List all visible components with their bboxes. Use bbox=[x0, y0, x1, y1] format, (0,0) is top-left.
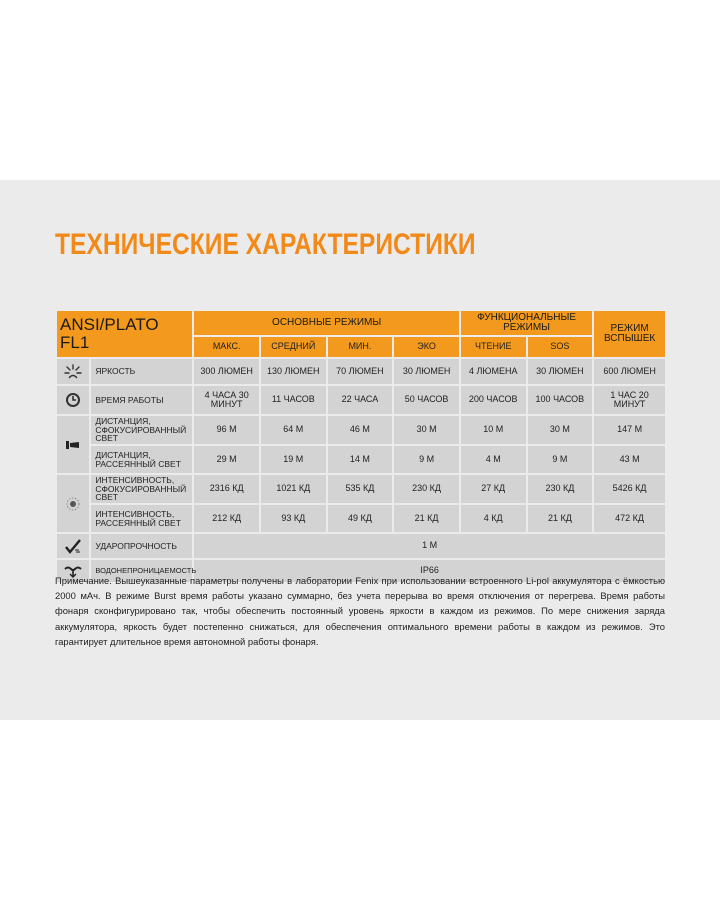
row-distance-diffused bbox=[57, 446, 665, 473]
cell-value: 230 КД bbox=[394, 475, 459, 503]
cell-value: 22 ЧАСА bbox=[328, 386, 393, 414]
cell-value: 29 М bbox=[194, 446, 259, 473]
cell-value: 4 КД bbox=[461, 505, 526, 532]
row-label: ДИСТАНЦИЯ, РАССЕЯННЫЙ СВЕТ bbox=[91, 446, 192, 473]
cell-value: 1 ЧАС 20 МИНУТ bbox=[594, 386, 665, 414]
cell-value: 4 ЧАСА 30 МИНУТ bbox=[194, 386, 259, 414]
cell-value: 11 ЧАСОВ bbox=[261, 386, 326, 414]
cell-value: 9 М bbox=[394, 446, 459, 473]
mode-max: МАКС. bbox=[194, 337, 259, 357]
row-intensity-focused bbox=[57, 475, 665, 503]
cell-value: 10 М bbox=[461, 416, 526, 444]
row-distance-focused bbox=[57, 416, 665, 444]
mode-sos: SOS bbox=[528, 337, 593, 357]
cell-value: 1021 КД bbox=[261, 475, 326, 503]
cell-value: 9 М bbox=[528, 446, 593, 473]
row-runtime bbox=[57, 386, 665, 414]
cell-value: 64 М bbox=[261, 416, 326, 444]
row-label: ДИСТАНЦИЯ, СФОКУСИРОВАННЫЙ СВЕТ bbox=[91, 416, 192, 444]
cell-value: 5426 КД bbox=[594, 475, 665, 503]
cell-value: 130 ЛЮМЕН bbox=[261, 359, 326, 384]
cell-value: 1 М bbox=[194, 534, 665, 558]
cell-value: 4 М bbox=[461, 446, 526, 473]
cell-value: 93 КД bbox=[261, 505, 326, 532]
mode-min: МИН. bbox=[328, 337, 393, 357]
model-name: ANSI/PLATO FL1 bbox=[57, 311, 192, 357]
cell-value: 4 ЛЮМЕНА bbox=[461, 359, 526, 384]
cell-value: IP66 bbox=[194, 560, 665, 582]
clock-icon bbox=[57, 386, 89, 414]
mode-medium: СРЕДНИЙ bbox=[261, 337, 326, 357]
mode-reading: ЧТЕНИЕ bbox=[461, 337, 526, 357]
row-impact bbox=[57, 534, 665, 558]
impact-icon bbox=[57, 534, 89, 558]
row-label: ИНТЕНСИВНОСТЬ, РАССЕЯННЫЙ СВЕТ bbox=[91, 505, 192, 532]
page-title: ТЕХНИЧЕСКИЕ ХАРАКТЕРИСТИКИ bbox=[55, 228, 476, 261]
cell-value: 147 М bbox=[594, 416, 665, 444]
cell-value: 600 ЛЮМЕН bbox=[594, 359, 665, 384]
cell-value: 27 КД bbox=[461, 475, 526, 503]
brightness-icon bbox=[57, 359, 89, 384]
cell-value: 212 КД bbox=[194, 505, 259, 532]
row-label: ВРЕМЯ РАБОТЫ bbox=[91, 386, 192, 414]
row-label: УДАРОПРОЧНОСТЬ bbox=[91, 534, 192, 558]
cell-value: 472 КД bbox=[594, 505, 665, 532]
spec-table bbox=[55, 309, 667, 584]
row-intensity-diffused bbox=[57, 505, 665, 532]
intensity-icon bbox=[57, 475, 89, 532]
cell-value: 14 М bbox=[328, 446, 393, 473]
group-functional-modes: ФУНКЦИОНАЛЬНЫЕ РЕЖИМЫ bbox=[461, 311, 592, 335]
cell-value: 46 М bbox=[328, 416, 393, 444]
cell-value: 30 ЛЮМЕН bbox=[528, 359, 593, 384]
cell-value: 50 ЧАСОВ bbox=[394, 386, 459, 414]
row-label: ЯРКОСТЬ bbox=[91, 359, 192, 384]
cell-value: 70 ЛЮМЕН bbox=[328, 359, 393, 384]
cell-value: 43 М bbox=[594, 446, 665, 473]
cell-value: 535 КД bbox=[328, 475, 393, 503]
group-burst-mode: РЕЖИМ ВСПЫШЕК bbox=[594, 311, 665, 357]
cell-value: 21 КД bbox=[528, 505, 593, 532]
row-label: ВОДОНЕПРОНИЦАЕМОСТЬ bbox=[91, 560, 192, 582]
mode-eco: ЭКО bbox=[394, 337, 459, 357]
beam-distance-icon bbox=[57, 416, 89, 473]
cell-value: 30 М bbox=[528, 416, 593, 444]
row-brightness bbox=[57, 359, 665, 384]
cell-value: 19 М bbox=[261, 446, 326, 473]
footnote: Примечание. Вышеуказанные параметры получены в лаборатории Fenix при использовании встроенного Li-pol аккумулятора с ёмкостью 2000 мАч. В режиме Burst время работы указано суммарно, без учета перерыва во время отключения от перегрева. Время работы фонаря сконфигурировано так, чтобы обеспечить постоянный уровень яркости в каждом из режимов. По мере снижения заряда аккумулятора, яркость будет постепенно снижаться, для обеспечения оптимального времени работы в каждом из режимов. Это гарантирует длительное время автономной работы фонаря. bbox=[55, 575, 665, 647]
cell-value: 21 КД bbox=[394, 505, 459, 532]
row-label: ИНТЕНСИВНОСТЬ, СФОКУСИРОВАННЫЙ СВЕТ bbox=[91, 475, 192, 503]
group-main-modes: ОСНОВНЫЕ РЕЖИМЫ bbox=[194, 311, 459, 335]
cell-value: 200 ЧАСОВ bbox=[461, 386, 526, 414]
cell-value: 100 ЧАСОВ bbox=[528, 386, 593, 414]
cell-value: 230 КД bbox=[528, 475, 593, 503]
cell-value: 30 М bbox=[394, 416, 459, 444]
cell-value: 30 ЛЮМЕН bbox=[394, 359, 459, 384]
cell-value: 2316 КД bbox=[194, 475, 259, 503]
cell-value: 96 М bbox=[194, 416, 259, 444]
cell-value: 49 КД bbox=[328, 505, 393, 532]
cell-value: 300 ЛЮМЕН bbox=[194, 359, 259, 384]
